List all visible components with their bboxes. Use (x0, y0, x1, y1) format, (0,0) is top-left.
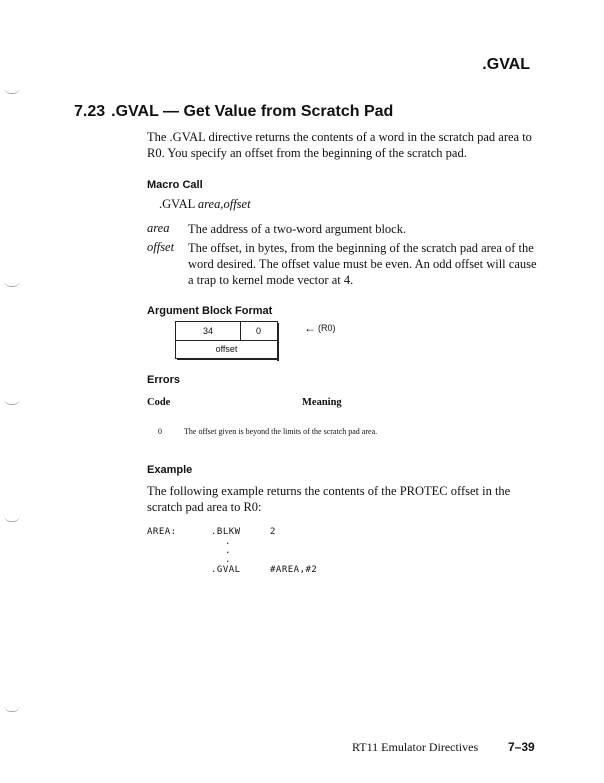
argument-block-heading: Argument Block Format (147, 305, 273, 317)
footer-title: RT11 Emulator Directives (352, 740, 479, 754)
section-title (74, 103, 399, 121)
code-op: .GVAL (211, 565, 241, 575)
margin-mark (4, 398, 20, 405)
r0-label: (R0) (318, 323, 336, 333)
errors-col-code: Code (147, 397, 171, 408)
running-head: .GVAL (482, 56, 530, 73)
block-row (176, 322, 277, 341)
argument-term: area (147, 221, 170, 235)
margin-mark (4, 87, 20, 94)
margin-mark (4, 280, 20, 287)
error-code: 0 (158, 427, 162, 436)
argument-definition: The address of a two-word argument block. (188, 222, 407, 236)
r0-pointer (304, 321, 336, 335)
page-number: 7–39 (508, 740, 535, 754)
code-continuation: . (225, 537, 231, 547)
argument-definition: The offset, in bytes, from the beginning of the scratch pad area of the word desired. The offset value must be even. An odd offset will cause a trap to kernel mode vector at 4. (188, 241, 537, 287)
macro-call-heading: Macro Call (147, 179, 203, 191)
error-meaning: The offset given is beyond the limits of the scratch pad area. (184, 427, 378, 436)
left-arrow-icon: ← (304, 321, 316, 335)
errors-heading: Errors (147, 374, 181, 386)
block-cell-zero: 0 (255, 326, 261, 336)
code-continuation: . (225, 555, 231, 565)
code-arg: #AREA,#2 (270, 565, 318, 575)
example-paragraph: The following example returns the contents of the PROTEC offset in the scratch pad area to R0: (147, 484, 511, 514)
example-heading: Example (147, 464, 193, 476)
code-continuation: . (225, 546, 231, 556)
section-number: 7.23 (74, 103, 106, 120)
margin-mark (4, 705, 20, 712)
macro-call-line (159, 197, 251, 212)
macro-directive: .GVAL (159, 197, 195, 211)
intro-paragraph: The .GVAL directive returns the contents of a word in the scratch pad area to R0. You specify an offset from the beginning of the scratch pad. (147, 130, 532, 160)
code-label: AREA: (147, 527, 177, 537)
code-op: .BLKW (211, 527, 241, 537)
code-arg: 2 (270, 527, 276, 537)
errors-col-meaning: Meaning (302, 397, 342, 408)
margin-mark (4, 515, 20, 522)
block-cell-code: 34 (176, 322, 241, 340)
macro-args: area,offset (197, 197, 251, 211)
section-title-text: .GVAL — Get Value from Scratch Pad (111, 103, 394, 120)
argument-term: offset (147, 240, 175, 254)
argument-block-diagram (175, 321, 278, 359)
block-cell-offset: offset (215, 344, 238, 354)
